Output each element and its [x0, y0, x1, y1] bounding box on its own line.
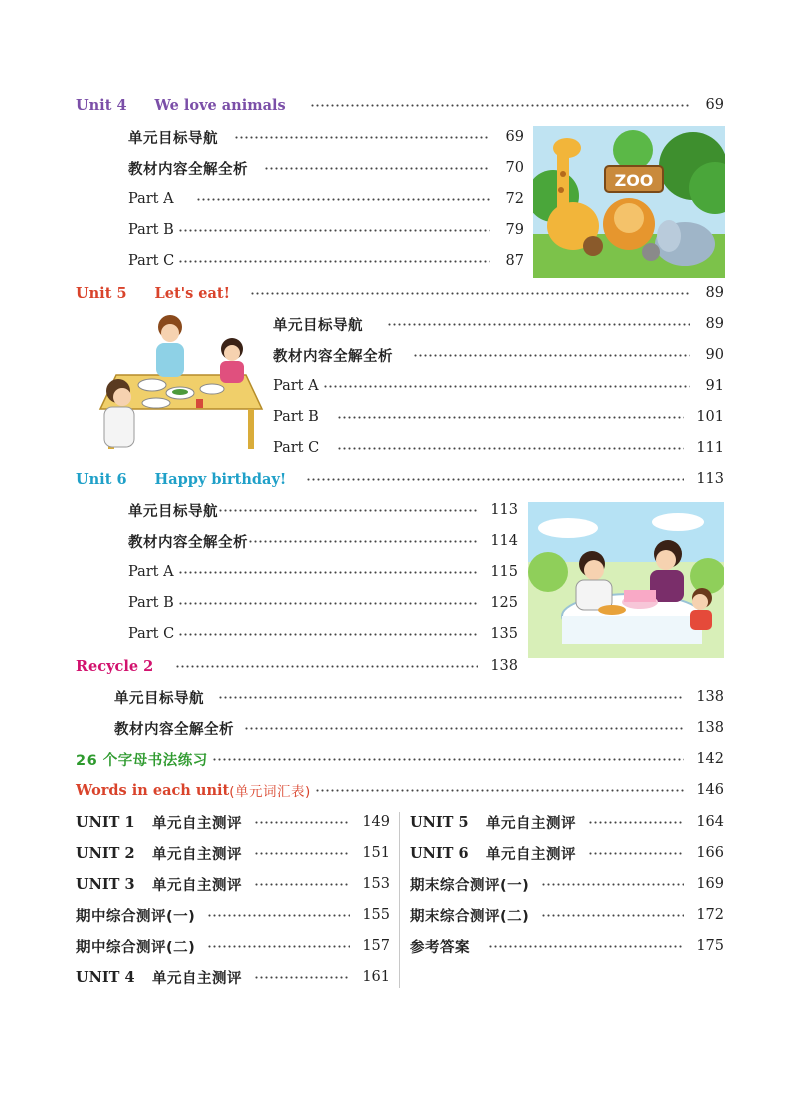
leader-dots	[175, 665, 478, 668]
toc-item-label: Part C	[128, 253, 175, 269]
toc-item-page: 125	[490, 595, 518, 611]
toc-item-label: Part A	[128, 564, 174, 580]
leader-dots	[248, 540, 478, 543]
toc-item[interactable]	[128, 498, 518, 522]
test-unit: UNIT 5	[410, 813, 469, 831]
toc-item[interactable]	[128, 529, 518, 553]
test-entry[interactable]	[76, 841, 390, 865]
leader-dots	[387, 323, 690, 326]
leader-dots	[264, 167, 490, 170]
leader-dots	[254, 852, 350, 855]
leader-dots	[254, 883, 350, 886]
toc-item[interactable]	[273, 436, 724, 460]
unit6-header[interactable]	[76, 467, 724, 491]
toc-item-page: 89	[705, 316, 724, 332]
leader-dots	[488, 945, 684, 948]
toc-item-label: Part B	[128, 595, 174, 611]
toc-item[interactable]	[114, 685, 724, 709]
toc-item[interactable]	[128, 156, 524, 180]
test-page: 166	[696, 845, 724, 861]
test-label: 单元自主测评	[152, 815, 242, 832]
word-list-page: 146	[696, 782, 724, 798]
test-label: 单元自主测评	[152, 846, 242, 863]
test-label: 期末综合测评(二)	[410, 908, 530, 925]
toc-item-label: 单元目标导航	[273, 317, 363, 334]
test-label: 期中综合测评(二)	[76, 939, 196, 956]
test-label: 单元自主测评	[152, 877, 242, 894]
test-unit: UNIT 2	[76, 844, 135, 862]
test-label: 单元自主测评	[486, 846, 576, 863]
leader-dots	[207, 945, 350, 948]
unit5-page: 89	[705, 285, 724, 301]
test-entry[interactable]	[410, 841, 724, 865]
leader-dots	[244, 727, 684, 730]
toc-item-page: 111	[696, 440, 724, 456]
leader-dots	[541, 883, 684, 886]
toc-item-label: Part A	[128, 191, 174, 207]
leader-dots	[310, 104, 690, 107]
test-page: 169	[696, 876, 724, 892]
leader-dots	[178, 602, 479, 605]
column-divider	[399, 812, 400, 988]
toc-item-label: 单元目标导航	[128, 130, 218, 147]
toc-item-page: 79	[505, 222, 524, 238]
recycle2-header[interactable]	[76, 654, 518, 678]
unit4-label: Unit 4	[76, 96, 127, 114]
toc-item-label: 教材内容全解全析	[273, 348, 393, 365]
test-page: 155	[362, 907, 390, 923]
toc-item-page: 87	[505, 253, 524, 269]
family-dinner-illustration	[76, 313, 266, 455]
test-entry[interactable]	[410, 872, 724, 896]
toc-item-page: 70	[505, 160, 524, 176]
leader-dots	[178, 260, 490, 263]
toc-item-label: Part C	[273, 440, 320, 456]
toc-item-label: Part C	[128, 626, 175, 642]
zoo-illustration	[533, 126, 725, 278]
test-entry[interactable]	[76, 965, 390, 989]
toc-item[interactable]	[128, 218, 524, 242]
test-entry[interactable]	[410, 810, 724, 834]
toc-item-page: 138	[696, 689, 724, 705]
test-entry[interactable]	[76, 903, 390, 927]
test-entry[interactable]	[76, 810, 390, 834]
leader-dots	[178, 571, 479, 574]
test-unit: UNIT 6	[410, 844, 469, 862]
test-entry[interactable]	[76, 872, 390, 896]
leader-dots	[254, 976, 350, 979]
test-page: 172	[696, 907, 724, 923]
leader-dots	[588, 821, 684, 824]
toc-item[interactable]	[114, 716, 724, 740]
leader-dots	[337, 416, 685, 419]
toc-item[interactable]	[273, 343, 724, 367]
test-page: 161	[362, 969, 390, 985]
unit5-title: Let's eat!	[154, 284, 230, 302]
leader-dots	[234, 136, 490, 139]
test-page: 149	[362, 814, 390, 830]
toc-item-label: Part A	[273, 378, 319, 394]
toc-item-page: 115	[490, 564, 518, 580]
leader-dots	[178, 229, 490, 232]
toc-item-label: 教材内容全解全析	[128, 534, 248, 551]
leader-dots	[212, 758, 685, 761]
birthday-party-illustration	[528, 502, 724, 658]
toc-item[interactable]	[273, 312, 724, 336]
toc-item-page: 135	[490, 626, 518, 642]
letters-practice-page: 142	[696, 751, 724, 767]
test-unit: UNIT 1	[76, 813, 135, 831]
test-page: 157	[362, 938, 390, 954]
test-page: 153	[362, 876, 390, 892]
toc-item[interactable]	[273, 405, 724, 429]
toc-item-page: 72	[505, 191, 524, 207]
recycle2-label: Recycle 2	[76, 657, 154, 675]
toc-item-page: 138	[696, 720, 724, 736]
test-entry[interactable]	[410, 934, 724, 958]
toc-item-label: 教材内容全解全析	[114, 721, 234, 738]
toc-item-page: 90	[705, 347, 724, 363]
toc-item-page: 69	[505, 129, 524, 145]
leader-dots	[254, 821, 350, 824]
leader-dots	[413, 354, 690, 357]
leader-dots	[306, 478, 684, 481]
leader-dots	[250, 292, 690, 295]
word-list-label-cn: (单元词汇表)	[229, 784, 311, 800]
unit6-title: Happy birthday!	[154, 470, 287, 488]
leader-dots	[315, 789, 685, 792]
letters-practice-label: 26 个字母书法练习	[76, 752, 208, 769]
leader-dots	[178, 633, 478, 636]
toc-item-label: Part B	[128, 222, 174, 238]
unit6-label: Unit 6	[76, 470, 127, 488]
toc-item-page: 101	[696, 409, 724, 425]
unit5-label: Unit 5	[76, 284, 127, 302]
toc-item[interactable]	[128, 591, 518, 615]
zoo-sign-text: ZOO	[614, 171, 654, 190]
toc-item-page: 113	[490, 502, 518, 518]
word-list-entry[interactable]	[76, 778, 724, 802]
recycle2-page: 138	[490, 658, 518, 674]
leader-dots	[196, 198, 490, 201]
letters-practice-entry[interactable]	[76, 747, 724, 771]
toc-item-label: 单元目标导航	[128, 503, 218, 520]
test-label: 单元自主测评	[152, 970, 242, 987]
unit4-header[interactable]	[76, 93, 724, 117]
toc-item[interactable]	[128, 249, 524, 273]
word-list-label: Words in each unit	[76, 781, 230, 799]
leader-dots	[541, 914, 684, 917]
unit6-page: 113	[696, 471, 724, 487]
test-label: 单元自主测评	[486, 815, 576, 832]
leader-dots	[207, 914, 350, 917]
leader-dots	[588, 852, 684, 855]
toc-item-page: 91	[705, 378, 724, 394]
toc-item[interactable]	[128, 560, 518, 584]
test-label: 期中综合测评(一)	[76, 908, 196, 925]
leader-dots	[218, 696, 684, 699]
unit4-title: We love animals	[154, 96, 286, 114]
leader-dots	[323, 385, 690, 388]
test-unit: UNIT 3	[76, 875, 135, 893]
unit5-header[interactable]	[76, 281, 724, 305]
leader-dots	[218, 509, 478, 512]
test-page: 175	[696, 938, 724, 954]
test-unit: UNIT 4	[76, 968, 135, 986]
toc-item-label: Part B	[273, 409, 319, 425]
toc-item-page: 114	[490, 533, 518, 549]
toc-item[interactable]	[128, 125, 524, 149]
test-label: 参考答案	[410, 939, 470, 956]
toc-item[interactable]	[128, 187, 524, 211]
test-entry[interactable]	[76, 934, 390, 958]
test-page: 164	[696, 814, 724, 830]
toc-item[interactable]	[128, 622, 518, 646]
toc-item[interactable]	[273, 374, 724, 398]
test-label: 期末综合测评(一)	[410, 877, 530, 894]
toc-item-label: 单元目标导航	[114, 690, 204, 707]
test-entry[interactable]	[410, 903, 724, 927]
test-page: 151	[362, 845, 390, 861]
leader-dots	[337, 447, 684, 450]
unit4-page: 69	[705, 97, 724, 113]
toc-item-label: 教材内容全解全析	[128, 161, 248, 178]
